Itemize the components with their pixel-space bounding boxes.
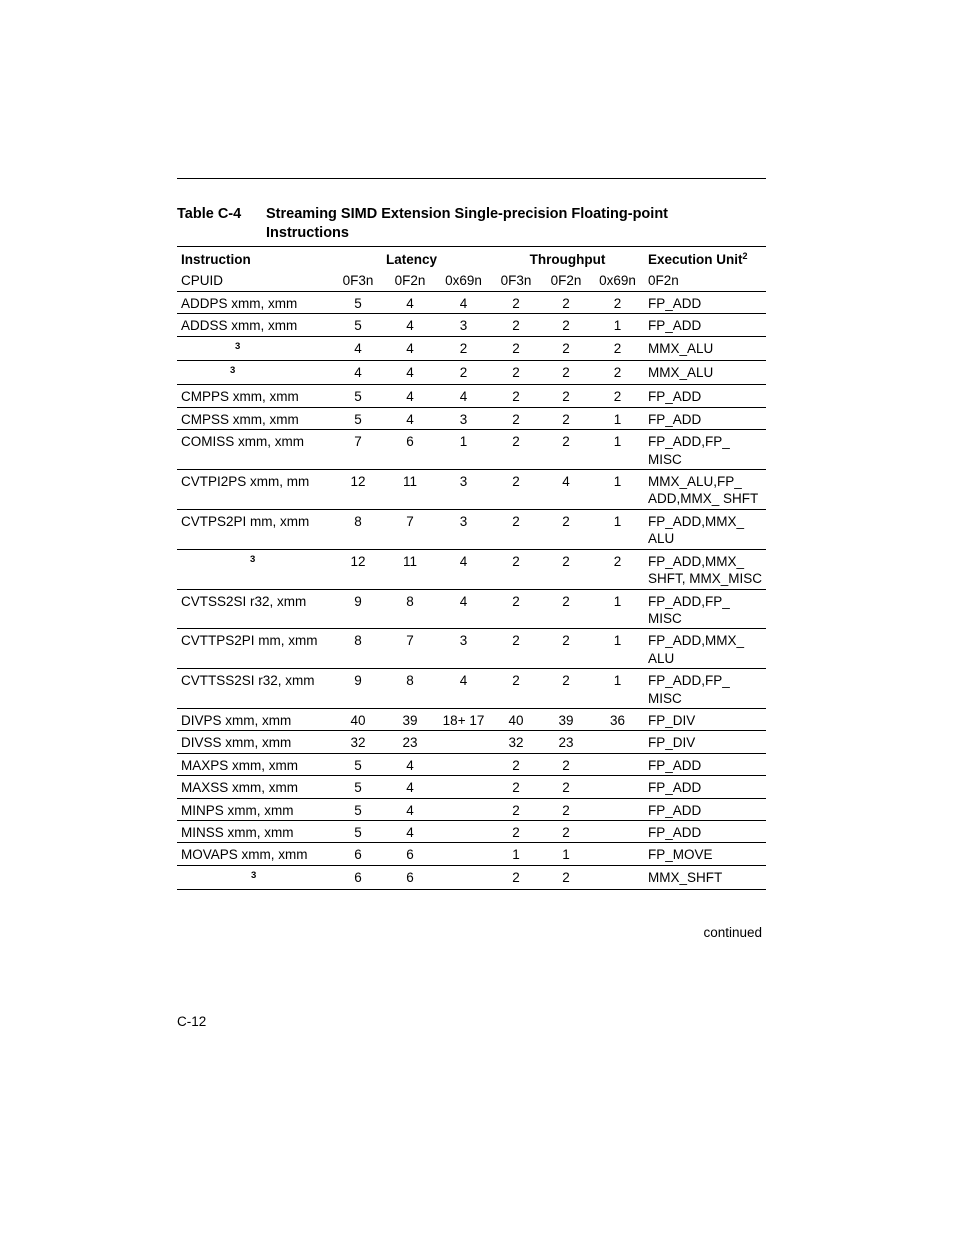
throughput-cell: 2 xyxy=(491,385,541,407)
latency-cell: 4 xyxy=(436,669,491,709)
latency-cell: 4 xyxy=(384,361,436,385)
table-row xyxy=(177,589,766,629)
footnote-marker: 3 xyxy=(235,340,241,352)
throughput-cell: 2 xyxy=(491,753,541,775)
latency-cell: 4 xyxy=(332,361,384,385)
throughput-cell: 2 xyxy=(541,776,591,798)
throughput-cell: 2 xyxy=(591,549,644,589)
latency-cell: 3 xyxy=(436,509,491,549)
latency-cell: 9 xyxy=(332,589,384,629)
throughput-cell: 23 xyxy=(541,731,591,753)
throughput-cell: 1 xyxy=(491,843,541,865)
throughput-cell: 1 xyxy=(591,470,644,510)
table-label: Table C-4 xyxy=(177,206,242,222)
table-row xyxy=(177,798,766,820)
table-row xyxy=(177,865,766,889)
latency-cell: 6 xyxy=(332,843,384,865)
instruction-cell: MINPS xmm, xmm xyxy=(177,798,332,820)
throughput-cell: 2 xyxy=(541,509,591,549)
throughput-cell: 2 xyxy=(541,589,591,629)
latency-cell: 4 xyxy=(384,776,436,798)
execution-unit-cell: MMX_ALU,FP_ ADD,MMX_ SHFT xyxy=(644,470,766,510)
instruction-cell: DIVPS xmm, xmm xyxy=(177,708,332,730)
latency-cell: 7 xyxy=(384,509,436,549)
throughput-cell: 2 xyxy=(491,336,541,360)
subheader-cell: 0F3n xyxy=(491,269,541,291)
throughput-cell: 4 xyxy=(541,470,591,510)
instruction-cell: MOVAPS xmm, xmm xyxy=(177,843,332,865)
latency-cell: 11 xyxy=(384,470,436,510)
instruction-cell xyxy=(177,336,332,360)
latency-cell: 3 xyxy=(436,470,491,510)
throughput-cell: 2 xyxy=(591,336,644,360)
throughput-cell: 2 xyxy=(491,589,541,629)
latency-cell: 4 xyxy=(436,385,491,407)
instruction-cell: CVTSS2SI r32, xmm xyxy=(177,589,332,629)
throughput-cell: 2 xyxy=(491,669,541,709)
execution-unit-cell: MMX_SHFT xyxy=(644,865,766,889)
execution-unit-cell: FP_ADD,MMX_ SHFT, MMX_MISC xyxy=(644,549,766,589)
execution-unit-cell: FP_ADD,FP_ MISC xyxy=(644,669,766,709)
execution-unit-cell: FP_ADD,FP_ MISC xyxy=(644,430,766,470)
throughput-cell: 2 xyxy=(541,753,591,775)
latency-cell: 4 xyxy=(436,291,491,313)
throughput-cell: 1 xyxy=(591,430,644,470)
footnote-marker: 3 xyxy=(250,553,256,565)
throughput-cell: 2 xyxy=(491,865,541,889)
throughput-cell: 2 xyxy=(491,407,541,429)
throughput-cell: 1 xyxy=(591,629,644,669)
table-row xyxy=(177,291,766,313)
table-row xyxy=(177,407,766,429)
throughput-cell: 1 xyxy=(591,509,644,549)
execution-unit-cell: MMX_ALU xyxy=(644,336,766,360)
latency-cell: 5 xyxy=(332,776,384,798)
throughput-cell: 36 xyxy=(591,708,644,730)
execution-unit-cell: FP_ADD,MMX_ ALU xyxy=(644,509,766,549)
table-row xyxy=(177,708,766,730)
table-row xyxy=(177,385,766,407)
throughput-cell: 2 xyxy=(541,629,591,669)
throughput-cell xyxy=(591,843,644,865)
latency-cell: 2 xyxy=(436,336,491,360)
throughput-cell: 32 xyxy=(491,731,541,753)
throughput-cell: 2 xyxy=(491,314,541,336)
throughput-cell: 2 xyxy=(591,361,644,385)
execution-unit-cell: FP_ADD xyxy=(644,385,766,407)
latency-cell: 11 xyxy=(384,549,436,589)
throughput-cell: 1 xyxy=(591,407,644,429)
execution-unit-cell: MMX_ALU xyxy=(644,361,766,385)
latency-cell: 3 xyxy=(436,314,491,336)
throughput-cell: 2 xyxy=(491,820,541,842)
table-row xyxy=(177,669,766,709)
throughput-cell: 2 xyxy=(491,629,541,669)
latency-cell: 8 xyxy=(332,629,384,669)
latency-cell: 4 xyxy=(332,336,384,360)
throughput-cell: 2 xyxy=(541,820,591,842)
execution-unit-cell: FP_MOVE xyxy=(644,843,766,865)
throughput-cell: 2 xyxy=(541,336,591,360)
header-execution-unit: Execution Unit$^2$ xyxy=(648,251,748,267)
throughput-cell: 1 xyxy=(591,314,644,336)
execution-unit-cell: FP_ADD xyxy=(644,820,766,842)
instruction-table xyxy=(177,246,766,890)
instruction-cell xyxy=(177,361,332,385)
throughput-cell: 2 xyxy=(491,798,541,820)
throughput-cell xyxy=(591,798,644,820)
table-row xyxy=(177,336,766,360)
latency-cell xyxy=(436,731,491,753)
table-row xyxy=(177,549,766,589)
throughput-cell: 2 xyxy=(491,470,541,510)
execution-unit-cell: FP_ADD xyxy=(644,407,766,429)
execution-unit-cell: FP_ADD,MMX_ ALU xyxy=(644,629,766,669)
table-row xyxy=(177,776,766,798)
execution-unit-cell: FP_DIV xyxy=(644,731,766,753)
table-row xyxy=(177,820,766,842)
latency-cell: 4 xyxy=(384,798,436,820)
latency-cell: 3 xyxy=(436,407,491,429)
latency-cell: 5 xyxy=(332,407,384,429)
footnote-marker: 3 xyxy=(251,869,257,881)
instruction-cell: CVTTPS2PI mm, xmm xyxy=(177,629,332,669)
header-row xyxy=(177,247,766,270)
latency-cell: 7 xyxy=(332,430,384,470)
instruction-cell: COMISS xmm, xmm xyxy=(177,430,332,470)
latency-cell: 6 xyxy=(384,865,436,889)
latency-cell: 39 xyxy=(384,708,436,730)
instruction-cell: CMPPS xmm, xmm xyxy=(177,385,332,407)
table-row xyxy=(177,430,766,470)
continued-note: continued xyxy=(703,925,762,940)
footnote-marker: 2 xyxy=(742,251,748,261)
instruction-cell xyxy=(177,549,332,589)
table-row xyxy=(177,314,766,336)
table-row xyxy=(177,470,766,510)
instruction-cell: MINSS xmm, xmm xyxy=(177,820,332,842)
latency-cell xyxy=(436,776,491,798)
execution-unit-cell: FP_ADD xyxy=(644,314,766,336)
throughput-cell: 2 xyxy=(541,798,591,820)
footnote-marker: 3 xyxy=(230,365,236,377)
execution-unit-cell: FP_ADD xyxy=(644,798,766,820)
throughput-cell: 2 xyxy=(491,776,541,798)
execution-unit-cell: FP_ADD xyxy=(644,776,766,798)
execution-unit-cell: FP_ADD xyxy=(644,753,766,775)
latency-cell: 3 xyxy=(436,629,491,669)
latency-cell: 5 xyxy=(332,314,384,336)
latency-cell: 8 xyxy=(384,669,436,709)
instruction-cell: CMPSS xmm, xmm xyxy=(177,407,332,429)
throughput-cell: 2 xyxy=(591,385,644,407)
throughput-cell xyxy=(591,820,644,842)
execution-unit-cell: FP_DIV xyxy=(644,708,766,730)
latency-cell: 40 xyxy=(332,708,384,730)
latency-cell: 5 xyxy=(332,798,384,820)
latency-cell: 12 xyxy=(332,549,384,589)
instruction-cell: ADDPS xmm, xmm xyxy=(177,291,332,313)
throughput-cell: 2 xyxy=(541,291,591,313)
latency-cell: 4 xyxy=(384,291,436,313)
latency-cell: 2 xyxy=(436,361,491,385)
latency-cell: 4 xyxy=(436,549,491,589)
latency-cell xyxy=(436,865,491,889)
execution-unit-cell: FP_ADD,FP_ MISC xyxy=(644,589,766,629)
throughput-cell xyxy=(591,731,644,753)
subheader-cell: CPUID xyxy=(177,269,332,291)
top-rule xyxy=(177,178,766,179)
table-row xyxy=(177,843,766,865)
instruction-cell: MAXSS xmm, xmm xyxy=(177,776,332,798)
throughput-cell: 2 xyxy=(491,549,541,589)
latency-cell: 4 xyxy=(384,820,436,842)
latency-cell: 4 xyxy=(384,314,436,336)
subheader-cell: 0F3n xyxy=(332,269,384,291)
throughput-cell: 1 xyxy=(541,843,591,865)
header-instruction: Instruction xyxy=(181,252,251,267)
latency-cell: 5 xyxy=(332,820,384,842)
latency-cell: 6 xyxy=(384,430,436,470)
latency-cell: 4 xyxy=(384,336,436,360)
latency-cell xyxy=(436,843,491,865)
instruction-cell: CVTPI2PS xmm, mm xyxy=(177,470,332,510)
throughput-cell xyxy=(591,753,644,775)
latency-cell: 6 xyxy=(332,865,384,889)
throughput-cell: 2 xyxy=(541,430,591,470)
latency-cell: 8 xyxy=(332,509,384,549)
latency-cell: 18+ 17 xyxy=(436,708,491,730)
header-throughput: Throughput xyxy=(529,252,606,267)
latency-cell: 4 xyxy=(384,407,436,429)
latency-cell: 23 xyxy=(384,731,436,753)
instruction-cell: CVTTSS2SI r32, xmm xyxy=(177,669,332,709)
page-number: C-12 xyxy=(177,1014,207,1029)
throughput-cell: 2 xyxy=(491,361,541,385)
table-row xyxy=(177,509,766,549)
subheader-row xyxy=(177,269,766,291)
throughput-cell: 2 xyxy=(541,549,591,589)
instruction-cell: DIVSS xmm, xmm xyxy=(177,731,332,753)
throughput-cell: 2 xyxy=(541,865,591,889)
latency-cell: 4 xyxy=(384,385,436,407)
subheader-cell: 0F2n xyxy=(541,269,591,291)
latency-cell: 4 xyxy=(384,753,436,775)
instruction-cell: CVTPS2PI mm, xmm xyxy=(177,509,332,549)
latency-cell xyxy=(436,820,491,842)
latency-cell: 7 xyxy=(384,629,436,669)
subheader-cell: 0x69n xyxy=(591,269,644,291)
table-row xyxy=(177,731,766,753)
latency-cell: 4 xyxy=(436,589,491,629)
table-title: Streaming SIMD Extension Single-precision Floating-point Instructions xyxy=(266,206,668,241)
instruction-cell xyxy=(177,865,332,889)
execution-unit-cell: FP_ADD xyxy=(644,291,766,313)
throughput-cell: 2 xyxy=(541,407,591,429)
throughput-cell: 1 xyxy=(591,589,644,629)
throughput-cell: 2 xyxy=(491,509,541,549)
throughput-cell: 2 xyxy=(491,430,541,470)
latency-cell: 1 xyxy=(436,430,491,470)
table-body xyxy=(177,291,766,889)
latency-cell: 8 xyxy=(384,589,436,629)
throughput-cell: 2 xyxy=(541,385,591,407)
latency-cell: 9 xyxy=(332,669,384,709)
throughput-cell xyxy=(591,776,644,798)
throughput-cell: 2 xyxy=(541,361,591,385)
throughput-cell: 40 xyxy=(491,708,541,730)
instruction-cell: MAXPS xmm, xmm xyxy=(177,753,332,775)
throughput-cell xyxy=(591,865,644,889)
throughput-cell: 1 xyxy=(591,669,644,709)
subheader-cell: 0F2n xyxy=(644,269,766,291)
subheader-cell: 0F2n xyxy=(384,269,436,291)
throughput-cell: 2 xyxy=(541,669,591,709)
subheader-cell: 0x69n xyxy=(436,269,491,291)
throughput-cell: 2 xyxy=(591,291,644,313)
throughput-cell: 2 xyxy=(541,314,591,336)
latency-cell: 12 xyxy=(332,470,384,510)
latency-cell xyxy=(436,753,491,775)
latency-cell: 5 xyxy=(332,753,384,775)
throughput-cell: 2 xyxy=(491,291,541,313)
latency-cell: 5 xyxy=(332,385,384,407)
latency-cell: 6 xyxy=(384,843,436,865)
latency-cell: 5 xyxy=(332,291,384,313)
latency-cell: 32 xyxy=(332,731,384,753)
table-row xyxy=(177,629,766,669)
header-latency: Latency xyxy=(385,252,438,267)
latency-cell xyxy=(436,798,491,820)
table-row xyxy=(177,753,766,775)
instruction-cell: ADDSS xmm, xmm xyxy=(177,314,332,336)
table-row xyxy=(177,361,766,385)
throughput-cell: 39 xyxy=(541,708,591,730)
